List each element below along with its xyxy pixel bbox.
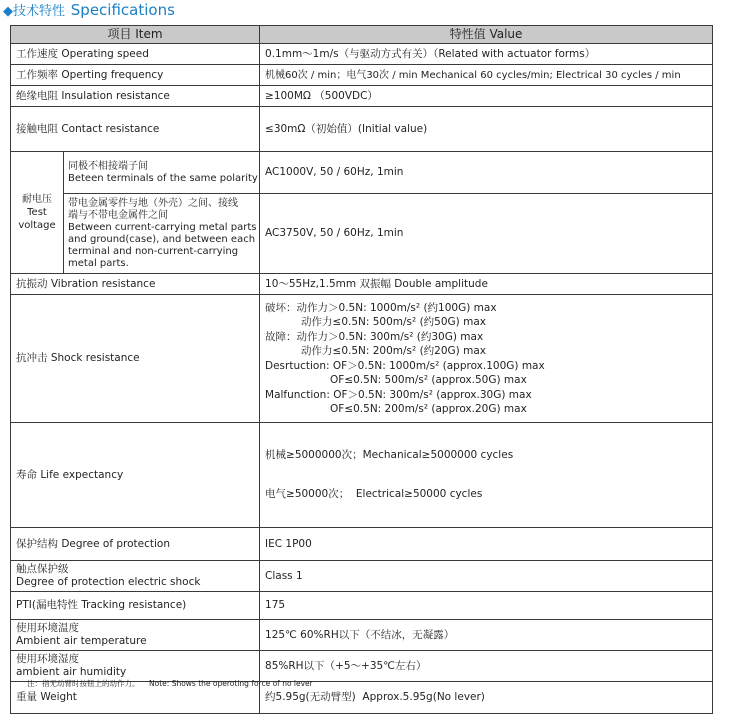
- shock-line: OF≤0.5N: 500m/s² (approx.50G) max: [330, 374, 527, 386]
- sub2-en-3: terminal and non-current-carrying: [68, 245, 239, 257]
- sub2-en-1: Between current-carrying metal parts: [68, 221, 257, 233]
- section-title: [3, 0, 175, 20]
- test-voltage-label: [11, 152, 64, 274]
- row-value: 约5.95g(无动臂型) Approx.5.95g(No lever): [260, 682, 713, 714]
- shock-line: Malfunction: OF＞0.5N: 300m/s² (approx.30G) max: [265, 388, 532, 401]
- shock-values: [260, 295, 713, 423]
- table-row: [11, 651, 713, 682]
- table-row: [11, 274, 713, 295]
- sub2-en-2: and ground(case), and between each: [68, 233, 256, 245]
- row-item: 抗振动 Vibration resistance: [11, 274, 260, 295]
- shock-line: 动作力≤0.5N: 500m/s² (约50G) max: [301, 316, 486, 328]
- life-line: 机械≥5000000次；Mechanical≥5000000 cycles: [265, 449, 514, 461]
- shock-line: 破坏：动作力＞0.5N: 1000m/s² (约100G) max: [265, 301, 497, 314]
- table-row: [11, 86, 713, 107]
- table-row: [11, 65, 713, 86]
- row-item: 保护结构 Degree of protection: [11, 528, 260, 561]
- test-voltage-sub1: [64, 152, 260, 194]
- table-row: [11, 561, 713, 592]
- row-item-en: Degree of protection electric shock: [16, 576, 201, 588]
- row-value: 机械60次 / min；电气30次 / min Mechanical 60 cycles/min; Electrical 30 cycles / min: [260, 65, 713, 86]
- row-value: 10～55Hz,1.5mm 双振幅 Double amplitude: [260, 274, 713, 295]
- row-item: 重量 Weight: [11, 682, 260, 714]
- shock-line: 故障：动作力＞0.5N: 300m/s² (约30G) max: [265, 330, 484, 343]
- sub2-cn-2: 端与不带电金属件之间: [68, 209, 168, 221]
- row-value: 0.1mm～1m/s（与驱动方式有关）（Related with actuator forms）: [260, 44, 713, 65]
- row-item: [11, 651, 260, 682]
- life-values: [260, 423, 713, 528]
- row-value: ≥100MΩ （500VDC）: [260, 86, 713, 107]
- row-value: AC1000V, 50 / 60Hz, 1min: [260, 152, 713, 194]
- test-voltage-cn: 耐电压: [22, 194, 52, 205]
- title-en: Specifications: [70, 1, 175, 19]
- table-row: [11, 194, 713, 274]
- table-row: [11, 620, 713, 651]
- row-value: 85%RH以下（+5～+35℃左右）: [260, 651, 713, 682]
- shock-line: 动作力≤0.5N: 200m/s² (约20G) max: [301, 345, 486, 357]
- header-value: 特性值 Value: [260, 26, 713, 44]
- table-row: [11, 107, 713, 152]
- row-item: 工作频率 Operting frequency: [11, 65, 260, 86]
- shock-line: Desrtuction: OF＞0.5N: 1000m/s² (approx.100G) max: [265, 359, 545, 372]
- table-row: [11, 592, 713, 620]
- row-item-cn: 使用环境温度: [16, 622, 79, 634]
- row-item-en: Ambient air temperature: [16, 635, 147, 647]
- sub1-en: Beteen terminals of the same polarity: [68, 172, 258, 184]
- header-row: [11, 26, 713, 44]
- table-row: [11, 295, 713, 423]
- row-item: [11, 561, 260, 592]
- header-item: 项目 Item: [11, 26, 260, 44]
- row-value: Class 1: [260, 561, 713, 592]
- sub2-cn-1: 带电金属零件与地（外壳）之间、接线: [68, 197, 238, 209]
- row-item: 寿命 Life expectancy: [11, 423, 260, 528]
- row-item: 工作速度 Operating speed: [11, 44, 260, 65]
- test-voltage-en-2: voltage: [18, 220, 56, 231]
- row-item: [11, 620, 260, 651]
- row-value: 125℃ 60%RH以下（不结冰，无凝露）: [260, 620, 713, 651]
- row-item-cn: 使用环境湿度: [16, 653, 79, 665]
- life-line: 电气≥50000次； Electrical≥50000 cycles: [265, 488, 483, 500]
- row-item: 绝缘电阻 Insulation resistance: [11, 86, 260, 107]
- test-voltage-en-1: Test: [27, 207, 47, 218]
- row-value: ≤30mΩ（初始值）(Initial value): [260, 107, 713, 152]
- row-value: 175: [260, 592, 713, 620]
- table-row: [11, 423, 713, 528]
- row-item-en: ambient air humidity: [16, 666, 127, 678]
- footnote: 注：指无动臂时按钮上的动作力。 Note: Shows the operoting force of no lever: [27, 679, 313, 688]
- specifications-table: [10, 25, 713, 714]
- row-item: 接触电阻 Contact resistance: [11, 107, 260, 152]
- row-item: 抗冲击 Shock resistance: [11, 295, 260, 423]
- row-item-cn: 触点保护级: [16, 563, 69, 575]
- row-value: IEC 1P00: [260, 528, 713, 561]
- title-cn: ◆技术特性: [3, 4, 65, 19]
- sub1-cn: 同极不相接端子间: [68, 160, 148, 172]
- table-row: [11, 152, 713, 194]
- table-row: [11, 528, 713, 561]
- sub2-en-4: metal parts.: [68, 257, 129, 269]
- table-row: [11, 44, 713, 65]
- shock-line: OF≤0.5N: 200m/s² (approx.20G) max: [330, 403, 527, 415]
- row-item: PTI(漏电特性 Tracking resistance): [11, 592, 260, 620]
- test-voltage-sub2: [64, 194, 260, 274]
- row-value: AC3750V, 50 / 60Hz, 1min: [260, 194, 713, 274]
